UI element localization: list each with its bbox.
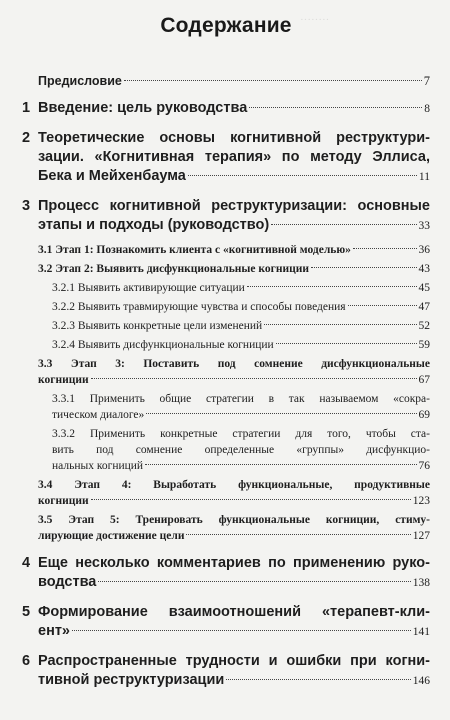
toc-entry-page: 45 [418,282,430,294]
toc-entry-label: 3.2.3 Выявить конкретные цели изменений [52,320,263,332]
toc-subsection [52,299,430,315]
dot-leader [124,80,422,81]
toc-subsection [52,426,430,474]
chapter-number: 1 [22,100,31,116]
dot-leader [226,679,410,680]
dot-leader [188,175,417,176]
toc-subsection [52,318,430,334]
toc-subsection [52,337,430,353]
toc-entry-page: 36 [418,244,430,256]
toc-entry-label: 3.3.2 Применить конкретные стратегии для того, чтобы ста- [52,428,430,440]
toc-entry-label: Процесс когнитивной реструктуризации: основные [38,198,430,214]
toc-section [38,356,430,388]
toc-entry-page: 47 [418,301,430,313]
toc-entry-page: 11 [418,171,430,183]
toc-entry-page: 8 [424,103,430,115]
page-title: Содержание [160,14,292,37]
toc-section [38,512,430,544]
toc-entry-line [52,442,430,458]
toc-entry-label: тивной реструктуризации [38,672,225,688]
toc-entry-line [22,573,430,593]
toc-entry-page: 138 [412,577,430,589]
toc-entry-line [38,493,430,509]
toc-entry-label: 3.3.1 Применить общие стратегии в так называемом «сокра- [52,393,430,405]
dot-leader [146,413,416,414]
toc-chapter-6 [22,652,430,691]
toc-entry-line [38,242,430,258]
toc-chapter-3 [22,197,430,236]
dot-leader [145,464,416,465]
toc-entry-page: 43 [418,263,430,275]
chapter-number: 2 [22,130,31,146]
dot-leader [276,343,417,344]
toc-entry-line [22,216,430,236]
dot-leader [247,286,417,287]
chapter-number: 4 [22,555,31,571]
toc-entry-label: водства [38,574,97,590]
toc-entry-page: 141 [412,626,430,638]
dot-leader [264,324,416,325]
toc-entry-label: 3.2 Этап 2: Выявить дисфункциональные когниции [38,263,309,275]
dot-leader [91,378,417,379]
toc-entry-page: 33 [418,220,430,232]
dot-leader [353,248,417,249]
toc-entry-line [38,512,430,528]
toc-entry-preface [38,74,430,89]
toc-entry-label: зации. «Когнитивная терапия» по методу Эллиса, [38,149,430,165]
toc-entry-line [22,148,430,167]
toc-entry-line [52,407,430,423]
dot-leader [249,107,422,108]
toc-entry-line [52,280,430,296]
toc-entry-label: тическом диалоге» [52,409,145,421]
chapter-number: 6 [22,653,31,669]
toc-subsection [52,280,430,296]
toc-entry-line [22,129,430,148]
toc-entry-line [52,426,430,442]
toc-entry-label: Еще несколько комментариев по применению руко- [38,555,430,571]
toc-entry-line [22,622,430,642]
toc-entry-label: этапы и подходы (руководство) [38,217,270,233]
toc-chapter-1 [22,99,430,119]
toc-entry-label: Распространенные трудности и ошибки при когни- [38,653,430,669]
chapter-number: 3 [22,198,31,214]
toc-entry-page: 123 [412,495,430,507]
toc-entry-label: 3.2.4 Выявить дисфункциональные когниции [52,339,274,351]
toc-entry-line [22,671,430,691]
dot-leader [271,224,416,225]
dot-leader [311,267,417,268]
toc-entry-line [38,356,430,372]
dot-leader [186,534,410,535]
toc-entry-line [52,337,430,353]
toc-entry-label: Формирование взаимоотношений «терапевт-кли- [38,604,430,620]
toc-entry-page: 7 [423,74,430,88]
toc-subsection [52,391,430,423]
chapters-list-after [22,554,430,691]
toc-entry-line [22,99,430,119]
bleed-through: ········ [300,14,330,26]
toc-entry-line [22,197,430,216]
toc-entry-label: когниции [38,495,89,507]
toc-entry-line [22,167,430,187]
toc-entry-label: нальных когниций [52,460,144,472]
chapter-3-sections [22,242,430,544]
dot-leader [348,305,417,306]
toc-entry-label: 3.3 Этап 3: Поставить под сомнение дисфункциональные [38,358,430,370]
toc-chapter-4 [22,554,430,593]
toc-entry-page: 69 [418,409,430,421]
toc-entry-label: 3.4 Этап 4: Выработать функциональные, продуктивные [38,479,430,491]
toc-entry-page: 127 [412,530,430,542]
toc-entry-label: лирующие достижение цели [38,530,185,542]
toc-entry-label: вить под сомнение определенные «группы» дисфункцио- [52,444,430,456]
toc-entry-line [52,318,430,334]
dot-leader [72,630,411,631]
toc-section [38,242,430,258]
toc-entry-label: Бека и Мейхенбаума [38,168,186,184]
toc-entry-line [52,458,430,474]
toc-entry-line [52,391,430,407]
toc-entry-label: когниции [38,374,89,386]
toc-entry-line [38,477,430,493]
chapter-number: 5 [22,604,31,620]
toc-entry-line [38,528,430,544]
toc-entry-page: 67 [418,374,430,386]
toc-entry-page: 76 [418,460,430,472]
toc-entry-label: Теоретические основы когнитивной реструктури- [38,130,430,146]
toc-section [38,477,430,509]
toc-entry-page: 59 [418,339,430,351]
toc-section [38,261,430,277]
toc-chapter-2 [22,129,430,187]
toc-entry-line [22,554,430,573]
toc-entry-page: 52 [418,320,430,332]
toc-entry-label: Введение: цель руководства [38,100,248,116]
toc-entry-line [22,652,430,671]
chapters-list [22,99,430,236]
toc-entry-line [52,299,430,315]
toc-entry-line [38,261,430,277]
toc-page [22,8,430,720]
dot-leader [91,499,411,500]
toc-entry-label: 3.5 Этап 5: Тренировать функциональные когниции, стиму- [38,514,430,526]
toc-entry-line [22,603,430,622]
toc-entry-label: 3.2.1 Выявить активирующие ситуации [52,282,245,294]
toc-entry-label: 3.1 Этап 1: Познакомить клиента с «когнитивной моделью» [38,244,351,256]
toc-entry-label: ент» [38,623,70,639]
dot-leader [98,581,410,582]
toc-chapter-5 [22,603,430,642]
toc-entry-page: 146 [412,675,430,687]
toc-entry-label: Предисловие [38,74,122,88]
toc-entry-line [38,372,430,388]
toc-entry-label: 3.2.2 Выявить травмирующие чувства и способы поведения [52,301,346,313]
